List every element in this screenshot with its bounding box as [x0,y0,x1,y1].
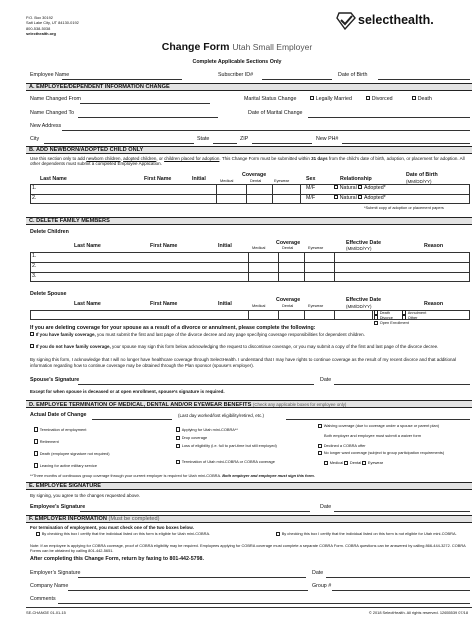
subscriber-id-label: Subscriber ID# [218,72,254,78]
table-col-line [278,310,279,320]
cov-eyewear: Eyewear [308,245,324,250]
col-initial: Initial [192,176,206,182]
dental-option[interactable]: Dental [344,460,361,465]
zip-field[interactable] [252,143,312,144]
col-coverage: Coverage [276,240,301,246]
comments-field[interactable] [58,603,470,604]
checkbox[interactable] [362,461,366,465]
col-last-name: Last Name [74,243,101,249]
termination-column-2 [176,424,298,465]
spouse-signature-label: Spouse’s Signature [30,377,80,383]
row-number: 3. [32,273,37,279]
date-label: Date [312,570,324,576]
checkbox[interactable] [402,310,406,314]
adoption-footnote: *Submit copy of adoption or placement papers [364,205,444,210]
death-option[interactable]: Death [412,96,432,102]
reason-open-enrollment[interactable]: Open Enrollment [374,320,426,325]
termination-column-1 [34,424,110,472]
logo-text: selecthealth. [358,13,434,27]
delete-spouse-label: Delete Spouse [30,291,67,297]
table-col-line [248,252,249,282]
legally-married-option[interactable]: Legally Married [310,96,352,102]
delete-children-label: Delete Children [30,229,69,235]
new-ph-label: New PH# [316,136,339,142]
col-first-name: First Name [150,301,178,307]
spouse-reasons [374,310,426,325]
reason-divorce[interactable]: Divorce [374,315,402,320]
divorced-option[interactable]: Divorced [366,96,393,102]
termination-column-3 [318,424,470,466]
drop-coverage-option[interactable]: Drop coverage [176,436,298,444]
effective-date-format: (MM/DD/YY) [346,304,372,309]
mini-cobra-not-eligible-option[interactable]: By checking this box I certify that the individual listed on this form is not eligible for Utah mini-COBRA. [276,532,468,537]
row-number: 2. [32,263,37,269]
spouse-date-field[interactable] [334,384,470,385]
employer-signature-label: Employer’s Signature [30,570,81,576]
new-address-label: New Address [30,123,62,129]
delete-children-table [30,252,470,282]
name-from-label: Name Changed From [30,96,81,102]
divorced-checkbox[interactable] [366,96,370,100]
table-col-line [304,310,305,320]
date-marital-field[interactable] [308,117,470,118]
divorce-option-no-family[interactable]: If you do not have family coverage, your spouse may sign this form below acknowledging the request to discontinue coverage, or you may submit a copy of the first and last page of the divorce decree. [30,344,470,349]
form-number: SE-CHANGE 01-01-15 [26,610,66,615]
divorce-option-family[interactable]: If you have family coverage, you must submit the first and last page of the divorce decree and any page specifying coverage responsibilities for dependent children. [30,332,470,337]
cov-dental: Dental [250,178,262,183]
col-relationship: Relationship [340,176,372,182]
section-f-heading: F. EMPLOYER INFORMATION (Must be completed) [26,515,472,523]
row-number: 1. [32,253,37,259]
instruction: Complete Applicable Sections Only [192,59,282,65]
table-divider [30,272,470,273]
col-coverage: Coverage [276,297,301,303]
waiving-coverage-option[interactable]: Waiving coverage (due to coverage under a spouse or parent plan) [318,424,470,434]
copyright: © 2018 SelectHealth. All rights reserved. 12655539 07/18 [368,610,468,615]
checkbox[interactable] [30,344,34,348]
col-dob: Date of Birth [406,172,438,178]
name-from-field[interactable] [80,103,210,104]
divorce-question: If you are deleting coverage for your spouse as a result of a divorce or annulment, please complete the following: [30,325,316,331]
dob-label: Date of Birth [338,72,368,78]
reason-death[interactable]: Death [374,310,402,315]
termination-option[interactable]: Termination of employment [34,424,110,436]
new-ph-field[interactable] [342,143,470,144]
title-light: Utah Small Employer [232,42,313,52]
col-effective-date: Effective Date [346,297,382,303]
table-col-line [272,184,273,204]
checkbox[interactable] [36,532,40,536]
spouse-signature-field[interactable] [78,384,314,385]
checkbox[interactable] [176,460,180,464]
waiver-note: Both employer and employee must submit a waiver form [324,433,422,438]
section-b-instructions: Use this section only to add newborn children, adopted children, or children placed for adoption. This Change Form must be submitted within 31 days from the child’s date of birth, adoption, or placement for adoption. All other dependents must submit a completed Employee Application. [30,156,465,167]
address-line: 800-538-5038 [26,25,51,31]
fax-instruction: After completing this Change Form, return by faxing to 801-442-5798. [30,556,204,562]
employer-date-field[interactable] [326,577,470,578]
date-marital-label: Date of Marital Change [248,110,303,116]
subscriber-id-field[interactable] [262,79,332,80]
checkbox[interactable] [34,427,38,431]
address-line: P.O. Box 30192 [26,15,53,20]
checkbox[interactable] [176,427,180,431]
col-coverage: Coverage [242,172,267,178]
checkbox[interactable] [374,310,378,314]
section-a-heading: A. EMPLOYEE/DEPENDENT INFORMATION CHANGE [26,83,472,91]
relationship-option[interactable]: Natural Adopted* [334,185,386,191]
col-dob-format: (MM/DD/YY) [406,179,432,184]
section-d-heading: D. EMPLOYEE TERMINATION OF MEDICAL, DENTAL AND/OR EYEWEAR BENEFITS (Check any applicable boxes for employee only) [26,400,472,408]
section-e-heading: E. EMPLOYEE SIGNATURE [26,482,472,490]
reason-other[interactable]: Other [402,315,417,320]
last-day-note: (Last day worked/lost eligibility/retired, etc.) [178,413,265,418]
checkbox[interactable] [34,451,38,455]
name-to-label: Name Changed To [30,110,75,116]
checkbox[interactable] [318,451,322,455]
employee-name-field[interactable] [62,79,182,80]
checkbox[interactable] [34,439,38,443]
employee-signature-label: Employee’s Signature [30,504,86,510]
cov-dental: Dental [282,303,294,308]
cov-medical: Medical [220,178,234,183]
checkbox[interactable] [276,532,280,536]
natural-checkbox[interactable] [334,185,338,189]
group-field[interactable] [332,590,470,591]
state-field[interactable] [213,143,237,144]
table-col-line [334,252,335,282]
col-first-name: First Name [150,243,178,249]
col-last-name: Last Name [74,301,101,307]
row-number: 1. [32,185,37,191]
col-effective-date: Effective Date [346,240,382,246]
selecthealth-logo [336,12,466,30]
legally-married-checkbox[interactable] [310,96,314,100]
row-number: 2. [32,195,37,201]
loss-eligibility-option[interactable]: Loss of eligibility (i.e. full to part-time but still employed) [176,444,298,460]
sex-option[interactable]: M/F [306,195,316,201]
cov-eyewear: Eyewear [308,303,324,308]
checkbox[interactable] [344,461,348,465]
date-label: Date [320,377,332,383]
employee-name-label: Employee Name [30,72,70,78]
checkbox[interactable] [402,315,406,319]
col-reason: Reason [424,301,444,307]
spouse-signature-note: Except for when spouse is deceased or at open enrollment, spouse’s signature is required. [30,389,225,394]
employee-date-field[interactable] [334,511,470,512]
cov-medical: Medical [252,303,266,308]
zip-label: ZIP [240,136,249,142]
cov-eyewear: Eyewear [274,178,290,183]
mini-cobra-eligible-option[interactable]: By checking this box I certify that the individual listed on this form is eligible for Utah mini-COBRA. [36,532,218,537]
table-col-line [372,310,373,320]
city-field[interactable] [44,143,194,144]
no-longer-want-option[interactable]: No longer want coverage (subject to group participation requirements) [318,451,470,461]
actual-date-field[interactable] [92,419,172,420]
adopted-checkbox[interactable] [358,185,362,189]
mini-cobra-option[interactable]: Applying for Utah mini-COBRA** [176,424,298,436]
table-col-line [334,310,335,320]
agreement-text: By signing, you agree to the changes requested above. [30,493,141,498]
company-name-field[interactable] [68,590,308,591]
effective-date-format: (MM/DD/YY) [346,246,372,251]
placed-for-adoption-link[interactable]: children placed for adoption [164,156,220,161]
employer-signature-field[interactable] [78,577,306,578]
section-c-heading: C. DELETE FAMILY MEMBERS [26,217,472,225]
table-divider [30,194,470,195]
medical-option[interactable]: Medical [324,460,343,465]
checkbox[interactable] [34,463,38,467]
logo-shield-icon [336,12,356,30]
comments-label: Comments [30,596,56,602]
sex-option[interactable]: M/F [306,185,316,191]
death-option[interactable]: Death (employee signature not required) [34,448,110,460]
marital-change-label: Marital Status Change [244,96,297,102]
cobra-footnote: **Three months of continuous group coverage through your current employer is required for Utah mini-COBRA. Both employer and employee must sign this form. [30,473,315,478]
eyewear-option[interactable]: Eyewear [362,460,383,465]
company-name-label: Company Name [30,583,69,589]
website: selecthealth.org [26,31,56,37]
city-label: City [30,136,40,142]
group-label: Group # [312,583,332,589]
adopted-checkbox[interactable] [358,195,362,199]
checkbox[interactable] [318,424,322,428]
cov-medical: Medical [252,245,266,250]
natural-checkbox[interactable] [334,195,338,199]
new-address-field[interactable] [62,130,470,131]
checkbox[interactable] [374,315,378,319]
retirement-option[interactable]: Retirement [34,436,110,448]
page-title [0,41,474,53]
name-to-field[interactable] [78,117,218,118]
death-checkbox[interactable] [412,96,416,100]
relationship-option[interactable]: Natural Adopted* [334,195,386,201]
acknowledgement-paragraph: By signing this form, I acknowledge that I will no longer have healthcare coverage through SelectHealth. I understand that I may have rights to continue coverage as the result of my recent divorce and that additional information regarding how to continue coverage may be obtained through the Plan sponsor (spouse’s employer). [30,357,456,368]
table-col-line [304,252,305,282]
table-col-line [278,252,279,282]
actual-date-label: Actual Date of Change [30,412,87,418]
table-col-line [248,310,249,320]
checkbox[interactable] [324,461,328,465]
date-label: Date [320,504,332,510]
dob-field[interactable] [378,79,470,80]
col-initial: Initial [218,243,232,249]
newborn-children-link[interactable]: newborn children [86,156,121,161]
checkbox[interactable] [318,444,322,448]
title-bold: Change Form [161,41,230,53]
address-line: Salt Lake City, UT 84130-0192 [26,20,79,26]
col-last-name: Last Name [40,176,67,182]
table-divider [30,262,470,263]
last-day-field[interactable] [286,419,470,420]
table-col-line [246,184,247,204]
checkbox[interactable] [30,332,34,336]
return-address [26,15,79,37]
checkbox[interactable] [374,321,378,325]
terminate-cobra-option[interactable]: Termination of Utah mini-COBRA or COBRA coverage [176,460,298,465]
cobra-note: Note: If an employee is applying for COBRA coverage, proof of COBRA eligibility may be required. Employees applying for COBRA coverage must complete a separate COBRA Form. COBRA questions can be answered by calling 866-444-3272. COBRA Forms can be obtained by calling 801-442-5651. [30,543,466,553]
col-first-name: First Name [144,176,172,182]
termination-instruction: For termination of employment, you must check one of the two boxes below. [30,525,194,530]
reason-annulment[interactable]: Annulment [402,310,426,315]
coverage-types [318,461,470,466]
table-col-line [216,184,217,204]
col-sex: Sex [306,176,316,182]
section-b-heading: B. ADD NEWBORN/ADOPTED CHILD ONLY [26,146,472,154]
cov-dental: Dental [282,245,294,250]
adopted-children-link[interactable]: adopted children [123,156,157,161]
checkbox[interactable] [176,444,180,448]
employee-signature-field[interactable] [80,511,310,512]
declined-cobra-option[interactable]: Declined a COBRA offer [318,444,470,451]
footer-rule [26,607,472,608]
state-label: State [197,136,210,142]
col-initial: Initial [218,301,232,307]
military-option[interactable]: Leaving for active military service [34,460,110,472]
table-col-line [300,184,301,204]
checkbox[interactable] [176,436,180,440]
col-reason: Reason [424,243,444,249]
